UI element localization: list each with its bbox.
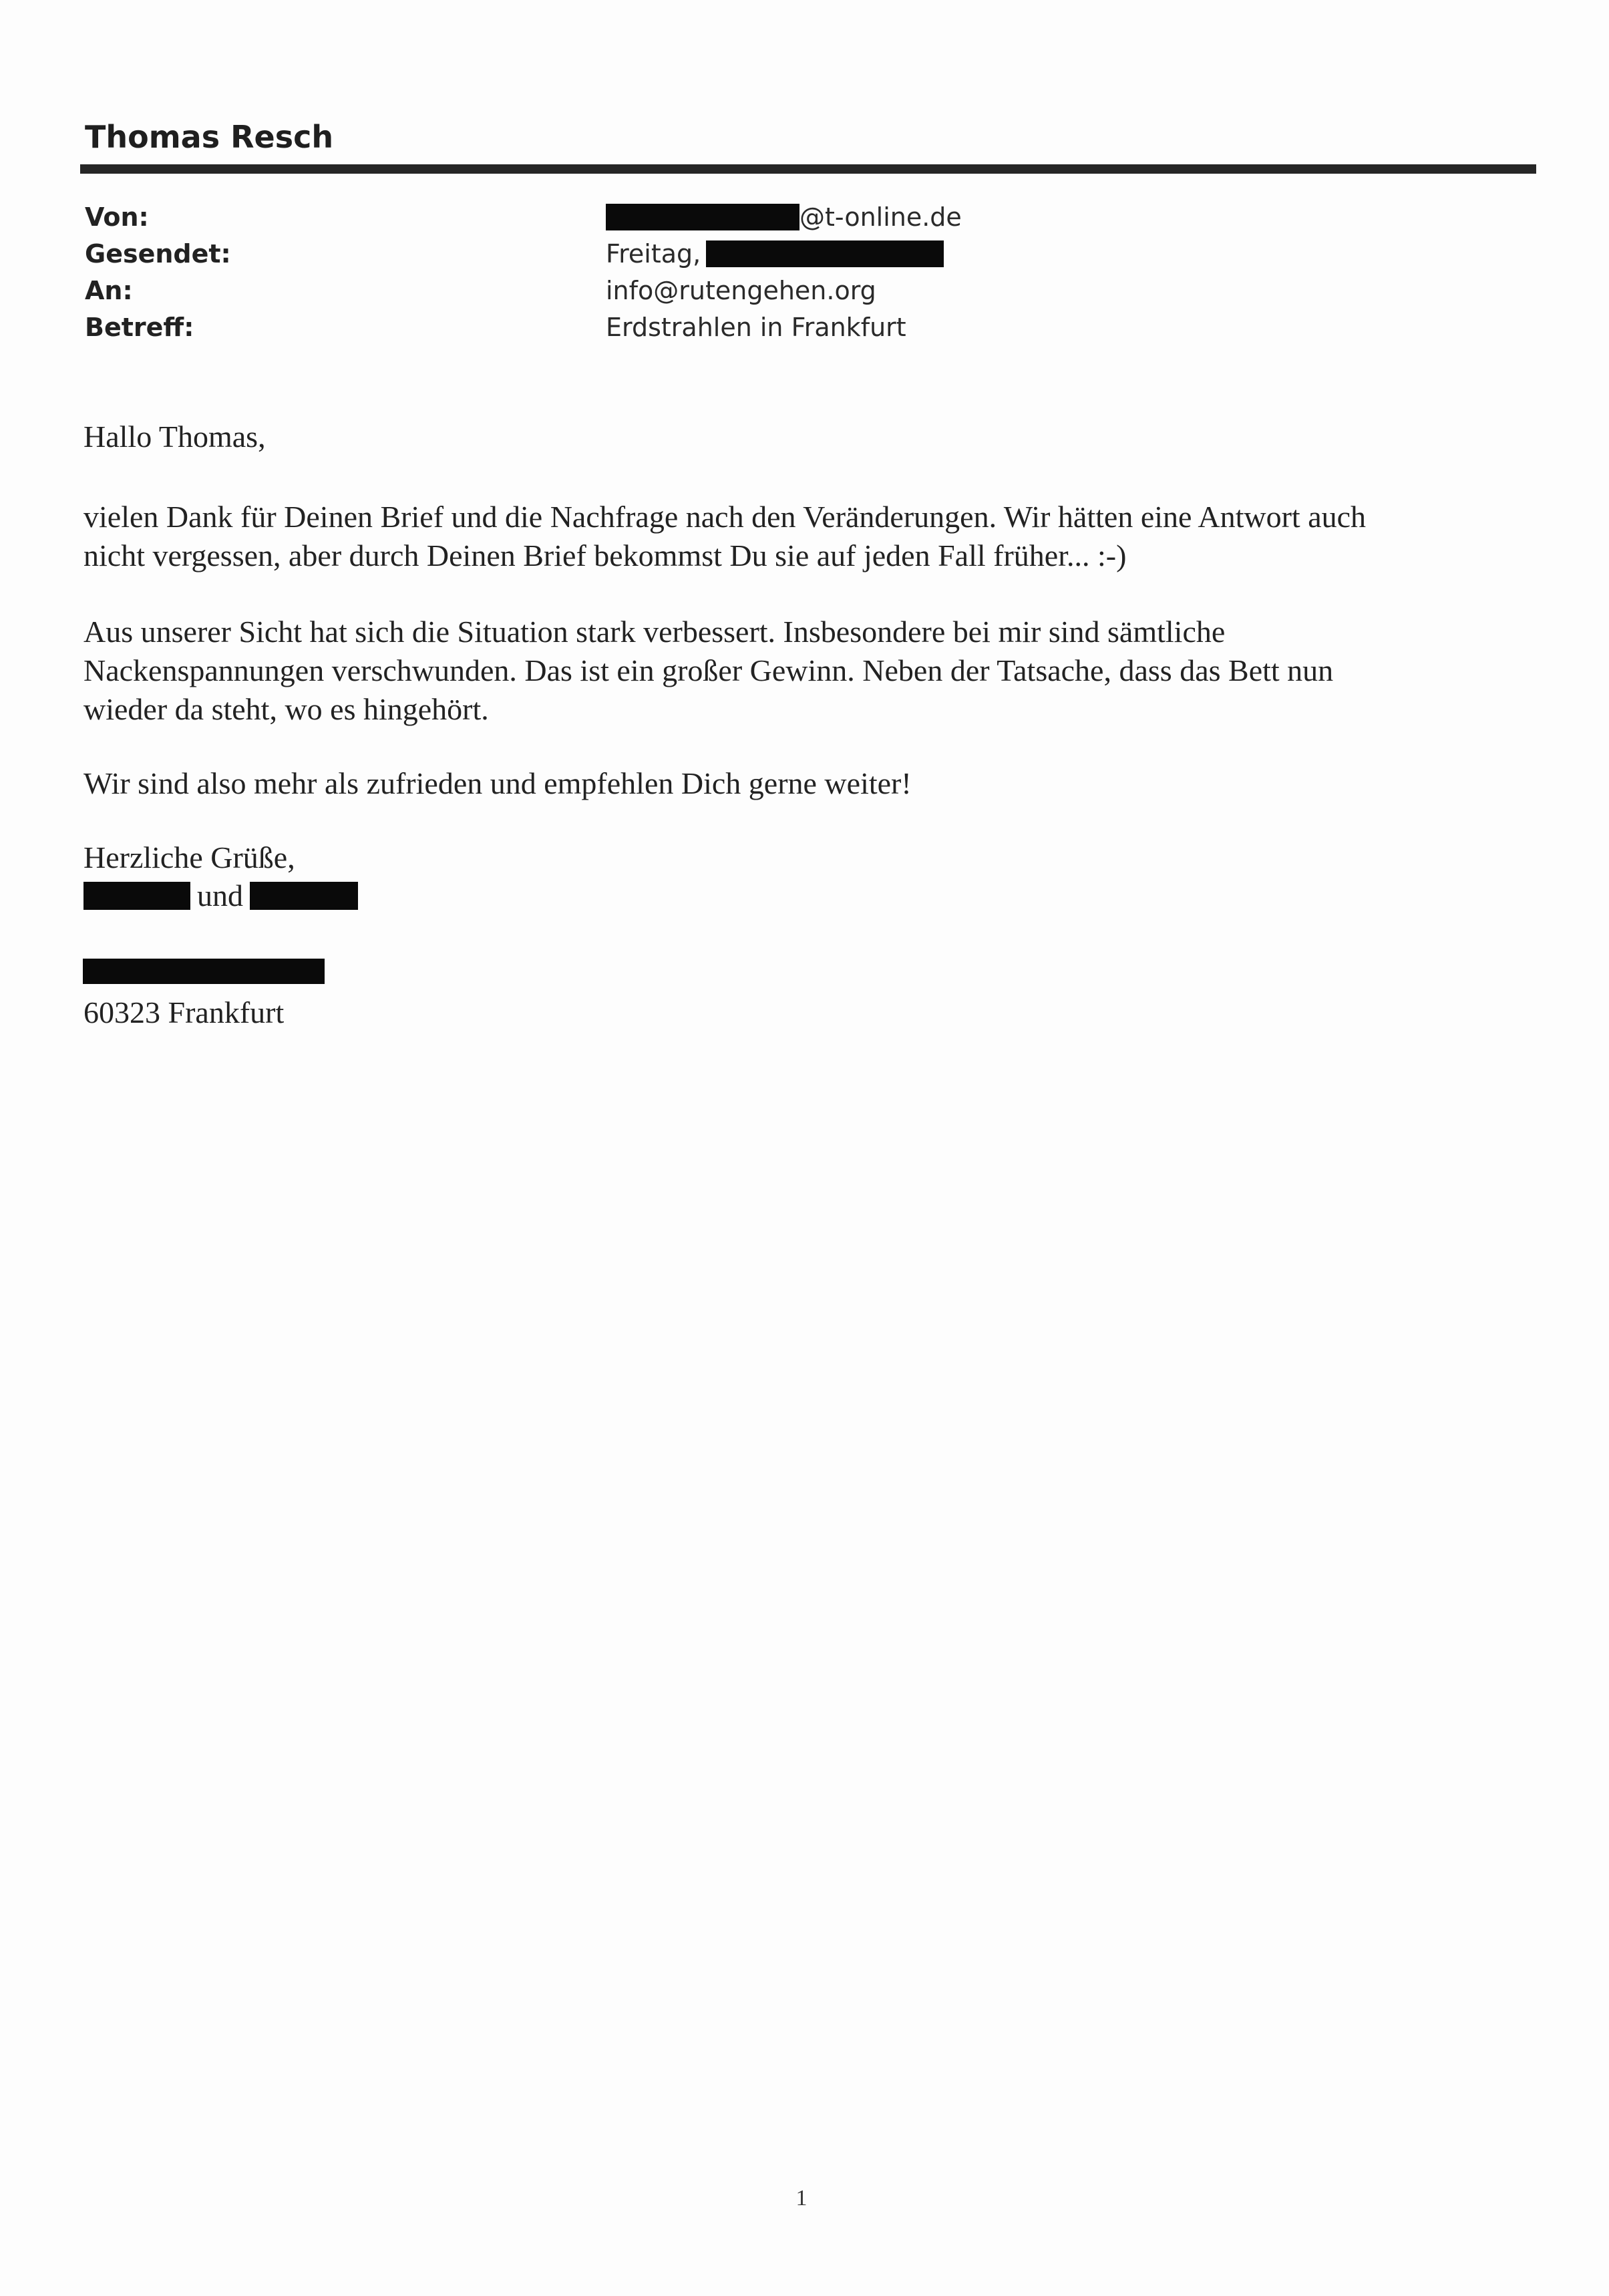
paragraph-improvement [83,613,1333,729]
redacted-email-local-part [606,204,799,230]
subject-label: Betreff: [85,313,194,342]
sender-name: Thomas Resch [85,119,334,155]
sent-label: Gesendet: [85,239,231,269]
paragraph-recommendation [83,764,912,803]
to-value: info@rutengehen.org [606,276,876,305]
from-label: Von: [85,202,149,232]
closing: Herzliche Grüße, [83,840,295,874]
postal-city: 60323 Frankfurt [83,995,285,1029]
sent-day: Freitag, [606,239,701,269]
redacted-sent-date [706,240,944,267]
paragraph-thanks [83,498,1366,575]
paragraph-line: Nackenspannungen verschwunden. Das ist ein großer Gewinn. Neben der Tatsache, dass das Bett nun [83,653,1334,687]
greeting: Hallo Thomas, [83,420,266,454]
from-domain: @t-online.de [799,202,962,232]
signature-names [83,876,358,915]
paragraph-line: Aus unserer Sicht hat sich die Situation stark verbessert. Insbesondere bei mir sind sämtliche [83,615,1226,649]
paragraph-line: Wir sind also mehr als zufrieden und empfehlen Dich gerne weiter! [83,766,912,800]
paragraph-line: nicht vergessen, aber durch Deinen Brief bekommst Du sie auf jeden Fall früher... :-) [83,538,1127,572]
sent-value [606,239,944,269]
subject-value: Erdstrahlen in Frankfurt [606,313,906,342]
redacted-first-name [83,882,190,910]
paragraph-line: vielen Dank für Deinen Brief und die Nachfrage nach den Veränderungen. Wir hätten eine Antwort auch [83,500,1367,534]
header-rule [80,164,1536,174]
page-number: 1 [795,2186,808,2210]
to-label: An: [85,276,133,305]
redacted-second-name [250,882,358,910]
redacted-street-address [83,959,325,984]
from-value [606,202,962,232]
names-connector: und [197,878,243,913]
paragraph-line: wieder da steht, wo es hingehört. [83,692,489,726]
